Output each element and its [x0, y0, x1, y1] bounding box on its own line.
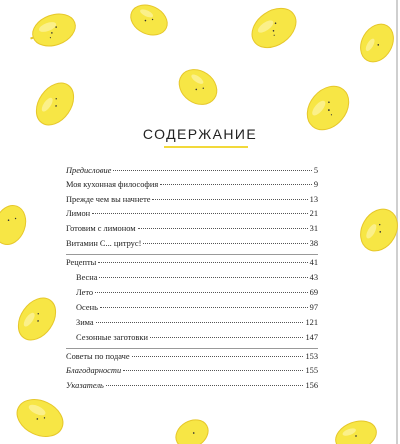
lemon-illustration [330, 414, 382, 444]
toc-leader [132, 356, 304, 357]
lemon-illustration [26, 8, 82, 52]
toc-row[interactable] [66, 195, 318, 207]
toc-row[interactable] [66, 288, 318, 300]
toc-label: Рецепты [66, 258, 97, 267]
toc-divider [66, 348, 318, 349]
toc-leader [138, 228, 308, 229]
toc-row[interactable] [66, 209, 318, 221]
toc-page-number: 153 [305, 352, 318, 361]
lemon-illustration [124, 0, 174, 40]
toc-label: Лимон [66, 209, 91, 218]
lemon-illustration [354, 18, 400, 68]
toc-row[interactable] [66, 166, 318, 178]
lemon-illustration [354, 204, 400, 256]
toc-label: Моя кухонная философия [66, 180, 159, 189]
toc-row[interactable] [66, 318, 318, 330]
toc-row[interactable] [66, 303, 318, 315]
toc-leader [98, 262, 307, 263]
toc-leader [96, 322, 304, 323]
toc-row[interactable] [66, 381, 318, 393]
toc-page-number: 69 [309, 288, 318, 297]
toc-page-number: 31 [309, 224, 318, 233]
toc-row[interactable] [66, 366, 318, 378]
toc-row[interactable] [66, 258, 318, 270]
lemon-illustration [0, 202, 34, 248]
toc-label: Готовим с лимоном [66, 224, 136, 233]
toc-leader [152, 199, 307, 200]
toc-page-number: 155 [305, 366, 318, 375]
toc-label: Лето [76, 288, 94, 297]
toc-page-number: 21 [309, 209, 318, 218]
toc-leader [150, 337, 304, 338]
toc-label: Зима [76, 318, 94, 327]
toc-divider [66, 254, 318, 255]
toc-row[interactable] [66, 224, 318, 236]
toc-leader [99, 277, 307, 278]
toc-leader [100, 307, 308, 308]
toc-page-number: 41 [309, 258, 318, 267]
toc-page-number: 5 [313, 166, 318, 175]
toc-label: Осень [76, 303, 98, 312]
lemon-illustration [30, 76, 80, 132]
toc-label: Советы по подаче [66, 352, 130, 361]
toc-row[interactable] [66, 333, 318, 345]
toc-row[interactable] [66, 352, 318, 364]
table-of-contents [66, 166, 318, 396]
toc-page-number: 9 [313, 180, 318, 189]
lemon-illustration [172, 412, 212, 444]
toc-leader [143, 243, 307, 244]
toc-page-number: 156 [305, 381, 318, 390]
toc-label: Прежде чем вы начнете [66, 195, 151, 204]
toc-label: Указатель [66, 381, 104, 390]
toc-page-number: 97 [309, 303, 318, 312]
lemon-illustration [244, 0, 304, 56]
title-underline [164, 146, 248, 148]
toc-page-number: 147 [305, 333, 318, 342]
lemon-illustration [12, 292, 62, 346]
toc-leader [106, 385, 304, 386]
toc-label: Витамин С... цитрус! [66, 239, 142, 248]
toc-label: Предисловие [66, 166, 112, 175]
toc-label: Весна [76, 273, 98, 282]
toc-page-number: 43 [309, 273, 318, 282]
toc-leader [92, 213, 307, 214]
toc-page-number: 121 [305, 318, 318, 327]
lemon-illustration [10, 388, 70, 444]
toc-row[interactable] [66, 239, 318, 251]
toc-label: Благодарности [66, 366, 122, 375]
toc-leader [123, 370, 303, 371]
toc-leader [95, 292, 308, 293]
page-title: СОДЕРЖАНИЕ [142, 126, 258, 142]
toc-page-number: 13 [309, 195, 318, 204]
toc-row[interactable] [66, 180, 318, 192]
toc-leader [160, 184, 312, 185]
lemon-illustration [174, 62, 222, 112]
toc-page-number: 38 [309, 239, 318, 248]
toc-row[interactable] [66, 273, 318, 285]
toc-leader [113, 170, 311, 171]
toc-label: Сезонные заготовки [76, 333, 148, 342]
